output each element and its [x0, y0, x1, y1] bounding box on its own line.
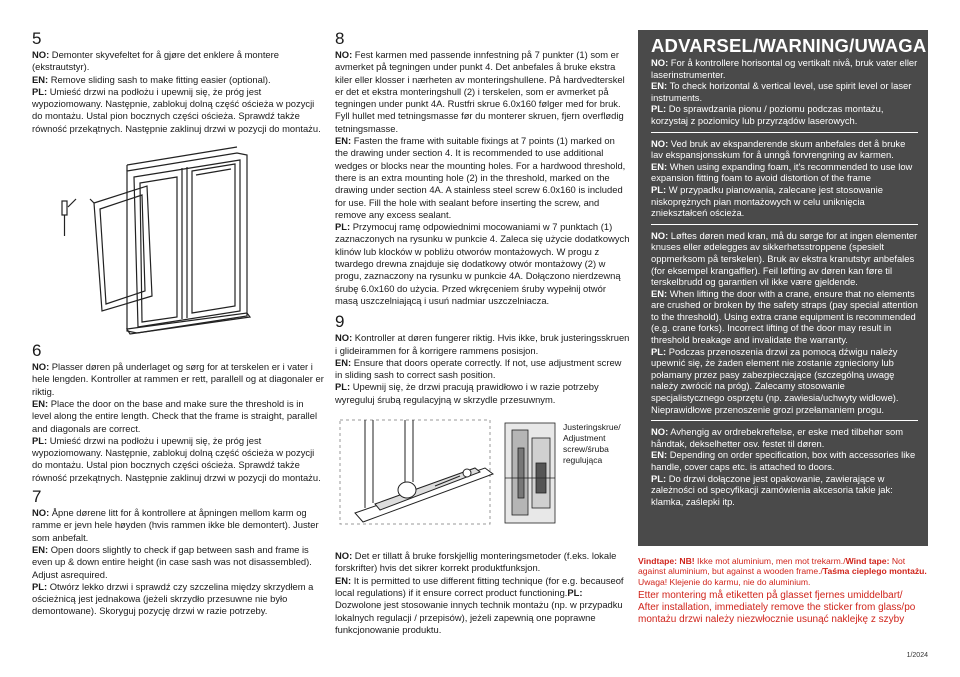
text-en: Fasten the frame with suitable fixings at 7 points (1) marked on the drawing under section 4. It is recommended to use additional wedges or blocks near the mounting holes. For a hardwood threshold, there is an extra mounting hole (2) in the threshold, marked on the drawing under section 4A. A stainless steel screw 6.0x160 is included for use. Fill the hole with sealant before inserting the screw, and remove any excess sealant. [335, 135, 626, 220]
text-no: Fest karmen med passende innfestning på 7 punkter (1) som er avmerket på tegningen under punkt 4. Det anbefales å bruke ekstra kiler eller klosser i nærheten av monteringshullene. På hardvedterskel er det et ekstra monteringshull (2) i terskelen, som er avmerket på tegningen under punkt 4A. Rustfri skrue 6.0x160 følger med for bruk. Fyll hullet med tetningsmasse før du monterer skruen, fjern overflødig tetningsmasse. [335, 49, 625, 134]
step-number: 6 [32, 341, 42, 361]
warning-block-level [651, 57, 918, 127]
note-block [335, 550, 630, 636]
step-5 [32, 30, 324, 336]
text-no: Ved bruk av ekspanderende skum anbefales det å bruke lav ekspansjonsskum for å unngå forvrengning av karmen. [651, 137, 906, 161]
step-number: 7 [32, 487, 42, 507]
adjustment-figure [335, 418, 630, 536]
lang-label: EN: [651, 160, 668, 172]
text-en: Open doors slightly to check if gap between sash and frame is even up & down entire height (in case sash was not disassembled). Adjust asrequired. [32, 543, 312, 580]
step-6 [32, 342, 324, 484]
lang-label: EN: [335, 135, 352, 147]
lang-label: PL: [32, 85, 48, 97]
tape-text-pl: Uwaga! Klejenie do karmu, nie do aluminium. [638, 576, 811, 587]
lang-label: NO: [651, 57, 669, 68]
adjustment-screw-caption [563, 422, 633, 466]
lang-label: NO: [32, 507, 50, 519]
text-pl: Dozwolone jest stosowanie innych technik montażu (np. w przypadku lokalnych regulacji / przepisów), jeżeli zapewnią one poprawne funkcjonowanie produktu. [335, 599, 623, 635]
column-right [638, 30, 928, 627]
text-pl: Umieść drzwi na podłożu i upewnij się, że próg jest wypoziomowany. Następnie, zablokuj dolną część ościeża w pozycji do montażu. Ustal pion bocznych części ościeża. Sprawdź także równość przekątnych. Następnie zaklinuj drzwi w pozycji do montażu. [32, 85, 321, 134]
text-no: Det er tillatt å bruke forskjellig monteringsmetoder (f.eks. lokale forskrifter) hvis det sikrer korrekt produktfunksjon. [335, 550, 617, 574]
step-7 [32, 488, 324, 618]
warning-block-accessories [651, 426, 918, 507]
wind-tape-note [638, 556, 928, 587]
warning-title: ADVARSEL/WARNING/UWAGA [651, 35, 927, 56]
text-no: For å kontrollere horisontal og vertikalt nivå, bruk vater eller laserinstrumenter. [651, 57, 918, 80]
text-en: When using expanding foam, it's recommended to use low expansion fitting foam to avoid distortion of the frame [651, 160, 913, 184]
sticker-text-no: Etter montering må etiketten på glasset fjernes umiddelbart/ [638, 589, 903, 601]
tape-label-pl: Taśma cieplego montażu. [822, 566, 927, 577]
text-no: Løftes døren med kran, må du sørge for at ingen elementer knuses eller ødelegges av sikkerhetsstroppene (spesielt oppmerksom på terskelen). Bruk av ekstra kranutstyr anbefales (for eksempel krangaffler). Feil løfting av døren kan føre til terskelbrudd og garantien vil ikke være gjeldende. [651, 229, 918, 288]
sticker-text-pl: montażu drzwi należy niezwłocznie usunąć naklejkę z szyby [638, 614, 905, 626]
text-no: Plasser døren på underlaget og sørg for at terskelen er i vater i hele lengden. Kontroller at rammen er rett, parallell og at diagonaler er riktig. [32, 361, 324, 397]
step-number: 5 [32, 29, 42, 48]
lang-label: EN: [32, 543, 49, 555]
version-label: 1/2024 [906, 652, 928, 659]
lang-label: PL: [32, 580, 48, 592]
lang-label: EN: [32, 397, 49, 409]
lang-label: PL: [335, 221, 351, 233]
lang-label: EN: [651, 449, 668, 461]
lang-label: NO: [32, 49, 50, 60]
warning-block-foam [651, 138, 918, 219]
lang-label: PL: [651, 345, 667, 357]
tape-text-no: Ikke mot aluminium, men mot trekarm./ [694, 556, 846, 566]
caption-line: regulująca [563, 455, 603, 466]
text-en: To check horizontal & vertical level, use spirit level or laser instruments. [651, 80, 912, 103]
lang-label: NO: [32, 361, 50, 373]
lang-label: PL: [567, 586, 583, 598]
text-no: Avhengig av ordrebekreftelse, er eske med tilbehør som håndtak, dekselhetter osv. festet til døren. [651, 426, 904, 449]
lang-label: NO: [335, 49, 353, 60]
sash-removal-illustration [32, 141, 262, 336]
text-en: It is permitted to use different fitting technique (for e.g. becauseof local regulations) if it ensure correct product functioning. [335, 574, 624, 598]
step-8 [335, 30, 630, 307]
lang-label: EN: [335, 356, 352, 368]
lang-label: NO: [335, 332, 353, 344]
caption-line: screw/śruba [563, 444, 609, 455]
text-en: Depending on order specification, box with accessories like handle, cover caps etc. is attached to doors. [651, 449, 916, 472]
lang-label: NO: [651, 426, 669, 438]
caption-line: Adjustment [563, 433, 606, 444]
text-pl: Podczas przenoszenia drzwi za pomocą dźwigu należy upewnić się, że żaden element nie zostanie zgnieciony lub połamany przez pasy zabezpieczające (szczególną uwagę należy zwrócić na próg). Zalecamy stosowanie specjalistycznego osprzętu (np. zawiesia/uchwyty widłowe). Nieprawidłowe przenoszenie grozi przełamaniem progu. [651, 345, 899, 415]
step-number: 9 [335, 312, 345, 332]
divider [651, 132, 918, 133]
lang-label: PL: [651, 103, 667, 115]
lang-label: PL: [651, 183, 667, 195]
step-9 [335, 313, 630, 536]
text-pl: Upewnij się, że drzwi pracują prawidłowo i w razie potrzeby wyreguluj śrubą regulacyjną w skrzydle przesuwnym. [335, 381, 599, 405]
lang-label: NO: [335, 550, 353, 562]
text-pl: Do sprawdzania pionu / poziomu podczas montażu, korzystaj z poziomicy lub przyrządów laserowych. [651, 103, 884, 126]
lang-label: PL: [335, 381, 351, 393]
tape-label-en: Wind tape: [845, 556, 890, 566]
text-en: Ensure that doors operate correctly. If not, use adjustment screw in sliding sash to correct sash position. [335, 356, 622, 381]
warning-block-crane [651, 230, 918, 416]
divider [651, 420, 918, 421]
text-en: Remove sliding sash to make fitting easier (optional). [50, 73, 271, 85]
lang-label: EN: [335, 574, 352, 586]
column-left [32, 30, 324, 618]
text-no: Åpne dørene litt for å kontrollere at åpningen mellom karm og ramme er jevn hele høyden (hvis rammen ikke ble demontert). Juster som anbefalt. [32, 507, 319, 543]
tape-text-en: Not against aluminium, but against a wooden frame./ [638, 556, 906, 577]
tape-label-no: Vindtape: NB! [638, 556, 695, 566]
text-pl: Otwórz lekko drzwi i sprawdź czy szczelina między skrzydłem a ościeżnicą jest jednakowa (jeżeli skrzydło przesuwne nie było demontowane). Skoryguj pozycję drzwi w razie potrzeby. [32, 580, 314, 617]
lang-label: NO: [651, 229, 669, 241]
lang-label: EN: [651, 287, 668, 299]
sticker-text-en: After installation, immediately remove the sticker from glass/po [638, 602, 916, 614]
profile-cross-section [500, 418, 562, 528]
lang-label: EN: [32, 73, 49, 85]
step-number: 8 [335, 29, 345, 48]
lang-label: NO: [651, 137, 669, 149]
caption-line: Justeringskrue/ [563, 422, 621, 433]
text-en: Place the door on the base and make sure the threshold is in level along the entire length. Check that the frame is straight, parallel and diagonals are correct. [32, 397, 318, 434]
text-en: When lifting the door with a crane, ensure that no elements are crushed or broken by the safety straps (pay special attention to the threshold). Using extra crane equipment is recommended (e.g. crane forks). Incorrect lifting of the door may result in threshold breakage and invalidate the warranty. [651, 287, 918, 346]
text-pl: Umieść drzwi na podłożu i upewnij się, że próg jest wypoziomowany. Następnie, zablokuj dolną część ościeża w pozycji do montażu. Ustal pion bocznych części ościeża. Sprawdź także równość przekątnych. Następnie zaklinuj drzwi w pozycji do montażu. [32, 434, 321, 483]
lang-label: EN: [651, 80, 668, 92]
lang-label: PL: [32, 434, 48, 446]
lang-label: PL: [651, 472, 667, 484]
text-pl: Do drzwi dołączone jest opakowanie, zawierające w zależności od specyfikacji zamówienia akcesoria takie jak: klamka, zaślepki itp. [651, 472, 893, 507]
text-pl: W przypadku pianowania, zalecane jest stosowanie niskoprężnych pian montażowych w celu uniknięcia zniekształceń ościeża. [651, 183, 883, 219]
sash-adjustment-illustration [335, 418, 495, 528]
warning-box [638, 30, 928, 546]
divider [651, 224, 918, 225]
sticker-removal-note [638, 590, 928, 627]
text-no: Kontroller at døren fungerer riktig. Hvis ikke, bruk justeringsskruen i glideirammen for å korrigere rammens posisjon. [335, 332, 630, 356]
text-no: Demonter skyvefeltet for å gjøre det enklere å montere (ekstrautstyr). [32, 49, 279, 73]
text-pl: Przymocuj ramę odpowiednimi mocowaniami w 7 punktach (1) zaznaczonych na rysunku w punkcie 4. Zaleca się użycie dodatkowych klinów lub klocków w pobliżu otworów montażowych. W progu z twardego drewna znajduje się dodatkowy otwór montażowy (2) w progu, zaznaczony na rysunku w punkcie 4A. Dołączono nierdzewną śrubę 6.0x160 do użycia. Przed wkręceniem śruby wypełnij otwór masą uszczelniającą i usuń nadmiar uszczelniacza. [335, 221, 630, 306]
column-middle [335, 30, 630, 636]
